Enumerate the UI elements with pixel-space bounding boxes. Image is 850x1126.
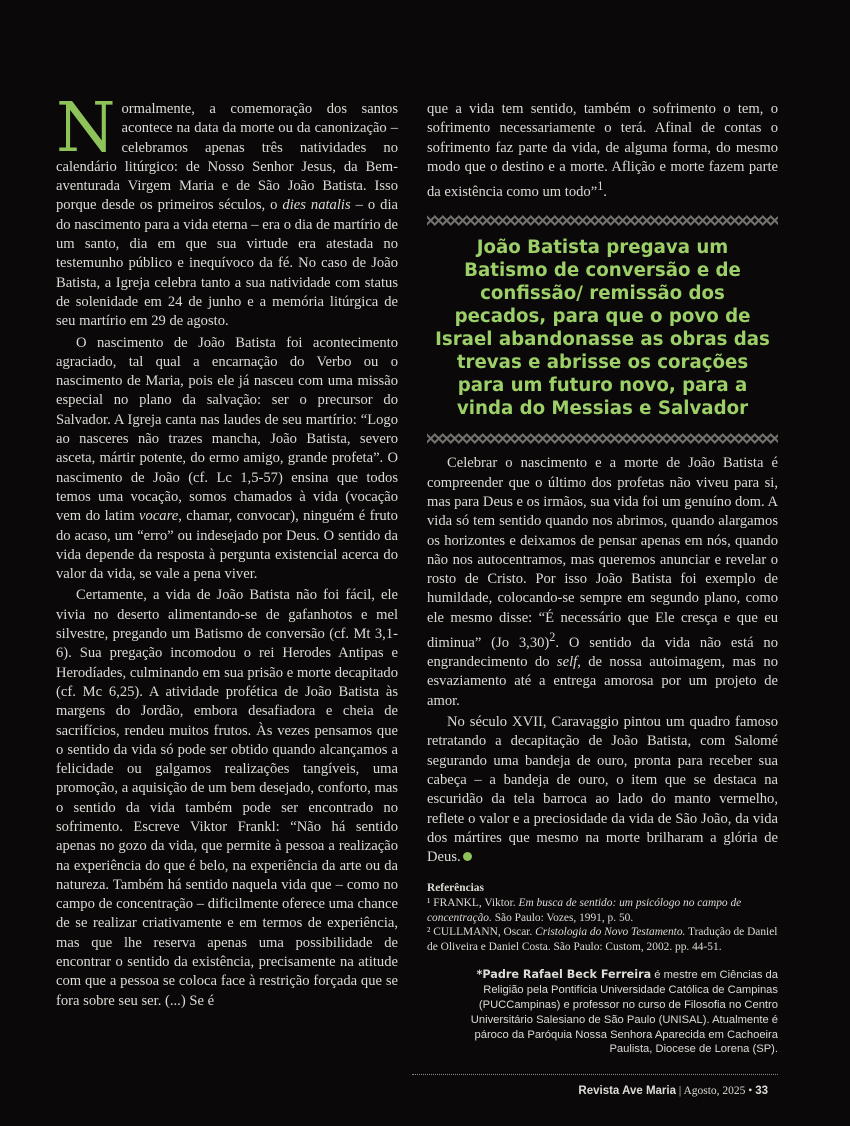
ref-1-author: FRANKL, Viktor. <box>433 897 516 910</box>
p3-cont-text: que a vida tem sentido, também o sofrimento o tem, o sofrimento necessariamente o terá. Afinal de contas o sofrimento faz parte da vida, de alguma forma, do mesmo modo que o destino e a morte. Aflição e morte fazem parte da existência como um todo” <box>427 101 778 201</box>
p5-text: No século XVII, Caravaggio pintou um quadro famoso retratando a decapitação de João Batista, com Salomé segurando uma bandeja de ouro, pronta para receber sua cabeça – a bandeja de ouro, o item que se destaca na escuridão da tela barroca ao lado do manto vermelho, reflete o valor e a preciosidade da vida de São João, da vida dos mártires que mesmo na morte brilharam a glória de Deus. <box>427 714 778 866</box>
paragraph-3-continued <box>427 100 778 202</box>
p3-tail: . <box>603 184 607 201</box>
p2-text-b: , chamar, convocar), ninguém é fruto do acaso, um “erro” ou indesejado por Deus. O sentido da vida depende da resposta à pergunta existencial acerca do valor da vida, se vale a pena viver. <box>56 508 398 583</box>
ref-2-number: ² <box>427 926 431 939</box>
author-note <box>447 968 778 1057</box>
pull-quote: João Batista pregava um Batismo de conversão e de confissão/ remissão dos pecados, para que o povo de Israel abandonasse as obras das trevas e abrisse os corações para um futuro novo, para a vinda do Messias e Salvador <box>435 237 770 420</box>
ref-2-author: CULLMANN, Oscar. <box>433 926 533 939</box>
ref-2-title: Cristologia do Novo Testamento. <box>535 926 686 939</box>
paragraph-5 <box>427 713 778 867</box>
ref-1-number: ¹ <box>427 897 431 910</box>
footnote-ref-2[interactable]: 2 <box>549 630 556 645</box>
author-name: *Padre Rafael Beck Ferreira <box>476 968 652 982</box>
issue-date: Agosto, 2025 <box>683 1085 746 1097</box>
ref-1-title: Em busca de sentido: um psicólogo no campo de concentração. <box>427 897 742 924</box>
author-bio: é mestre em Ciências da Religião pela Pontifícia Universidade Católica de Campinas (PUCCampinas) e professor no curso de Filosofia no Centro Universitário Salesiano de São Paulo (UNISAL). Atualmente é pároco da Paróquia Nossa Senhora Aparecida em Cachoeira Paulista, Diocese de Lorena (SP). <box>470 969 778 1056</box>
p1-text: ormalmente, a comemoração dos santos acontece na data da morte ou da canonização – celebramos apenas três natividades no calendário litúrgico: de Nosso Senhor Jesus, da Bem-aventurada Virgem Maria e de São João Batista. Isso porque desde os primeiros séculos, o <box>56 101 398 214</box>
paragraph-3: Certamente, a vida de João Batista não foi fácil, ele vivia no deserto alimentando-se de gafanhotos e mel silvestre, pregando um Batismo de conversão (cf. Mt 3,1-6). Sua pregação incomodou o rei Herodes Antipas e Herodíades, culminando em sua prisão e morte decapitado (cf. Mc 6,25). A atividade profética de João Batista às margens do Jordão, embora desafiadora e cheia de sacrifícios, rendeu muitos frutos. Às vezes pensamos que o sentido da vida só pode ser obtido quando alcançamos a felicidade ou galgamos realizações tangíveis, uma promoção, a aquisição de um bem desejado, conforto, mas o sentido da vida também pode ser encontrado no sofrimento. Escreve Viktor Frankl: “Não há sentido apenas no gozo da vida, que permite à pessoa a realização na experiência do que é belo, na experiência da arte ou da natureza. Também há sentido naquela vida que – como no campo de concentração – dificilmente oferece uma chance de se realizar criativamente e em termos de experiência, mas que lhe reserva apenas uma possibilidade de encontrar o sentido da existência, precisamente na atitude com que a pessoa se coloca face à restrição forçada que se fora sobre seu ser. (...) Se é <box>56 587 398 1009</box>
paragraph-1 <box>56 89 398 332</box>
left-column <box>56 89 398 1011</box>
p2-italic: vocare <box>139 508 179 525</box>
right-column <box>427 100 778 1057</box>
p1-end: – o dia do nascimento para a vida eterna – era o dia de martírio de um santo, dia em que sua virtude era atestada no testemunho público e inequívoco da fé. No caso de João Batista, a Igreja celebra tanto a sua natividade com status de solenidade em 24 de junho e a memória litúrgica de seu martírio em 29 de agosto. <box>56 197 398 330</box>
reference-1 <box>427 896 778 925</box>
p4-italic: self <box>556 654 578 671</box>
footer-separator: | <box>678 1085 682 1097</box>
p4-text-b: . O sentido da vida não está no engrandecimento do <box>427 634 779 671</box>
p2-text-a: O nascimento de João Batista foi acontecimento agraciado, tal qual a encarnação do Verbo ou o nascimento de Maria, pois ele já nasceu com uma missão especial no plano da salvação: ser o precursor do Salvador. A Igreja canta nas laudes de seu martírio: “Logo ao nasceres não trazes mancha, João Batista, severo asceta, mártir potente, do ermo amigo, grande profeta”. O nascimento de João (cf. Lc 1,5-57) ensina que todos temos uma vocação, somos chamados à vida (vocação vem do latim <box>56 334 398 525</box>
p1-italic: dies natalis <box>282 197 351 214</box>
references <box>427 881 778 954</box>
magazine-name: Revista Ave Maria <box>578 1085 676 1097</box>
p4-text-a: Celebrar o nascimento e a morte de João Batista é compreender que o último dos profetas não viveu para si, mas para Deus e os irmãos, sua vida foi um genuíno dom. A vida só tem sentido quando nos abrimos, quando alargamos os horizontes e deixamos de pensar apenas em nós, quando não nos autocentramos, mas queremos anunciar e revelar o rosto de Cristo. Por isso João Batista foi exemplo de humildade, colocando-se sempre em segundo plano, como ele mesmo disse: “É necessário que Ele cresça e que eu diminua” (Jo 3,30) <box>427 455 778 651</box>
paragraph-2 <box>56 334 398 585</box>
pullquote-bottom-divider <box>427 432 778 444</box>
paragraph-4 <box>427 454 778 711</box>
page-number: 33 <box>755 1085 768 1097</box>
ref-1-details: São Paulo: Vozes, 1991, p. 50. <box>494 911 634 924</box>
page-footer <box>578 1085 768 1097</box>
reference-2 <box>427 925 778 954</box>
ref-2-details: Tradução de Daniel de Oliveira e Daniel Costa. São Paulo: Custom, 2002. pp. 44-51. <box>427 926 778 953</box>
footnote-ref-1[interactable]: 1 <box>597 179 604 194</box>
drop-cap: N <box>56 89 116 168</box>
references-heading: Referências <box>427 882 484 895</box>
pullquote-top-divider <box>427 214 778 226</box>
p4-text-c: , de nossa autoimagem, mas no esvaziamento até a entrega amorosa por um projeto de amor. <box>427 654 778 709</box>
footer-bullet: • <box>748 1085 753 1097</box>
footer-divider <box>412 1074 778 1075</box>
end-mark-icon <box>463 852 472 861</box>
